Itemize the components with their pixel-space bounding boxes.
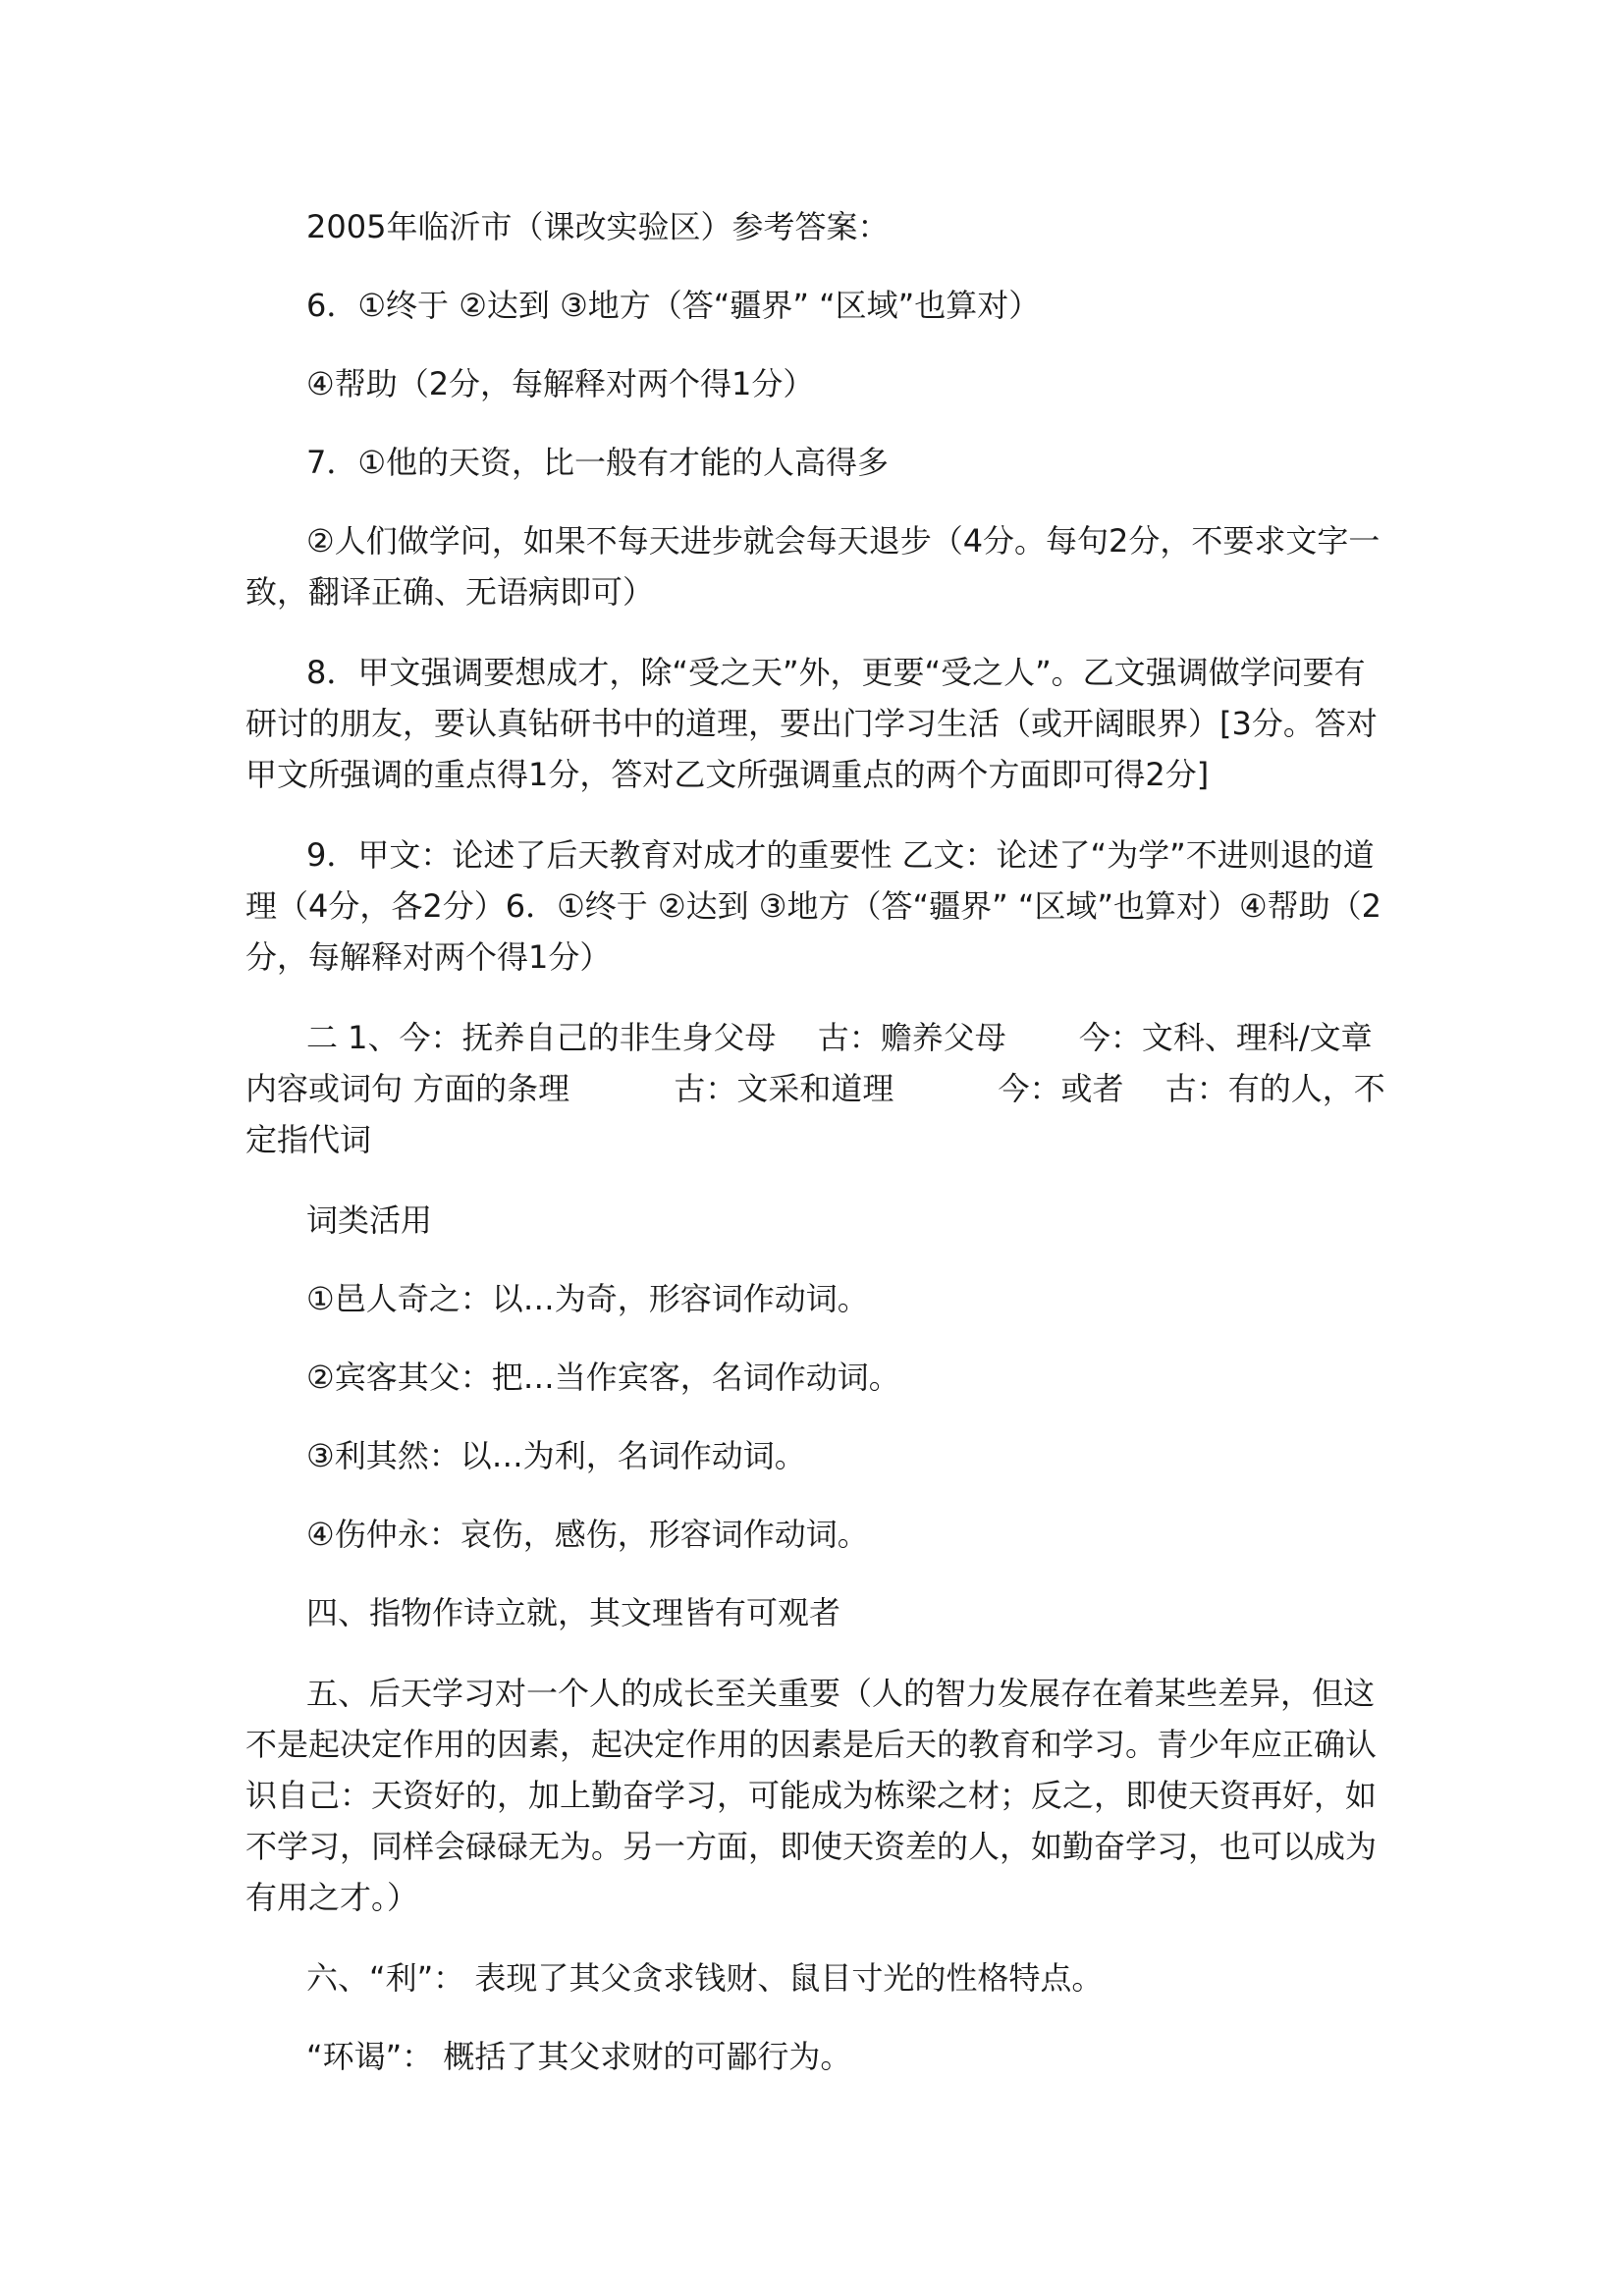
word-class-heading: 词类活用: [306, 1201, 433, 1239]
section-five: 五、后天学习对一个人的成长至关重要（人的智力发展存在着某些差异，但这不是起决定作用的因素，起决定作用的因素是后天的教育和学习。青少年应正确认识自己：天资好的，加上勤奋学习，可能成为栋梁之材；反之，即使天资再好，如不学习，同样会碌碌无为。另一方面，即使天资差的人，如勤奋学习，也可以成为有用之才。）: [245, 1675, 1378, 1916]
section-four: 四、指物作诗立就，其文理皆有可观者: [306, 1594, 841, 1631]
word-class-item: ①邑人奇之：以…为奇，形容词作动词。: [306, 1280, 869, 1317]
section-six-line2: “环谒”： 概括了其父求财的可鄙行为。: [306, 2038, 852, 2075]
word-class-item: ④伤仲永：哀伤，感伤，形容词作动词。: [306, 1516, 869, 1553]
answer-q9: 9．甲文：论述了后天教育对成才的重要性 乙文：论述了“为学”不进则退的道理（4分，各2分）6．①终于 ②达到 ③地方（答“疆界” “区域”也算对）④帮助（2分，每解释对两个得1分）: [245, 836, 1382, 976]
word-class-item: ②宾客其父：把…当作宾客，名词作动词。: [306, 1359, 900, 1396]
answer-q8: 8．甲文强调要想成才，除“受之天”外，更要“受之人”。乙文强调做学问要有研讨的朋友，要认真钻研书中的道理，要出门学习生活（或开阔眼界）[3分。答对甲文所强调的重点得1分，答对乙文所强调重点的两个方面即可得2分]: [245, 654, 1378, 793]
section-six-line1: 六、“利”： 表现了其父贪求钱财、鼠目寸光的性格特点。: [306, 1959, 1104, 1997]
answer-q7-line2: ②人们做学问，如果不每天进步就会每天退步（4分。每句2分，不要求文字一致，翻译正确、无语病即可）: [245, 522, 1380, 611]
answer-document: [245, 201, 1386, 2082]
word-class-item: ③利其然：以…为利，名词作动词。: [306, 1437, 806, 1474]
answer-q6-line1: 6．①终于 ②达到 ③地方（答“疆界” “区域”也算对）: [306, 287, 1041, 324]
answer-q7-line1: 7．①他的天资，比一般有才能的人高得多: [306, 444, 890, 481]
section-two: 二 1、今：抚养自己的非生身父母 古：赡养父母 今：文科、理科/文章内容或词句 方面的条理 古：文采和道理 今：或者 古：有的人，不定指代词: [245, 1019, 1385, 1158]
document-title: 2005年临沂市（课改实验区）参考答案：: [306, 208, 890, 245]
answer-q6-line2: ④帮助（2分，每解释对两个得1分）: [306, 365, 815, 402]
